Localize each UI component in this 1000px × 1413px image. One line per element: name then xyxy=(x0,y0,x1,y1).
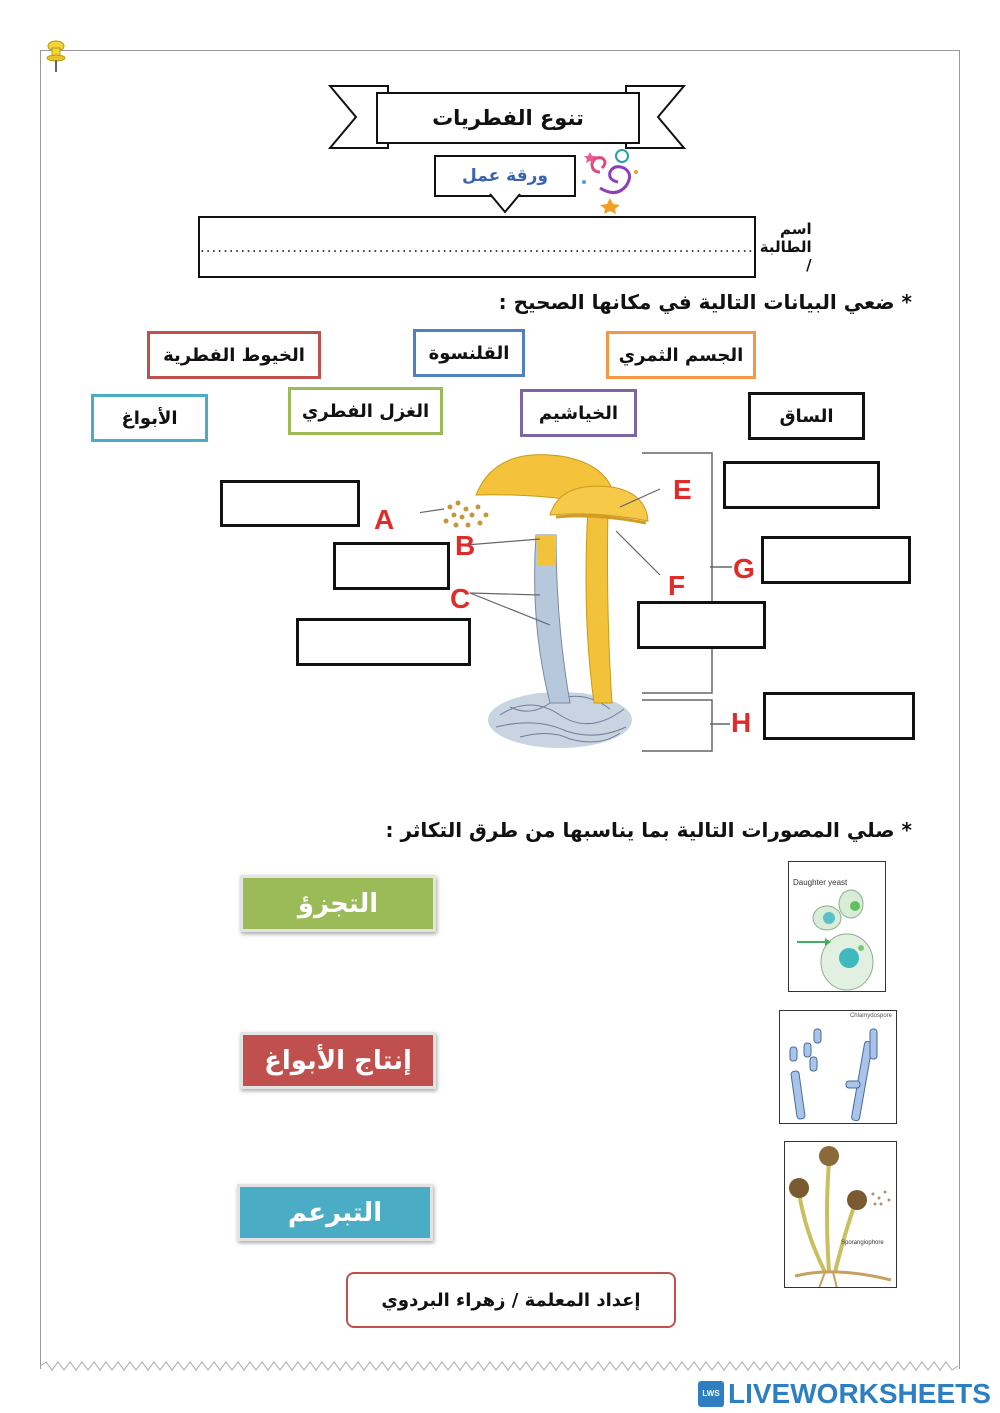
word-stem[interactable]: الساق xyxy=(748,392,865,440)
g-leader-line xyxy=(710,555,734,575)
diagram-label-c: C xyxy=(450,583,471,614)
fragmentation-image[interactable] xyxy=(779,1010,897,1124)
answer-box-h[interactable] xyxy=(763,692,915,740)
diagram-label-g: G xyxy=(733,553,755,584)
zigzag-border xyxy=(40,1360,958,1372)
diagram-label-f: F xyxy=(668,570,686,601)
diagram-label-h: H xyxy=(731,707,752,738)
fragmentation-caption: Chlamydospore xyxy=(849,1013,892,1019)
liveworksheets-wordmark: LIVEWORKSHEETS xyxy=(728,1378,991,1409)
word-cap[interactable]: القلنسوة xyxy=(413,329,525,377)
diagram-label-b: B xyxy=(455,530,476,561)
method-fragmentation[interactable]: التجزؤ xyxy=(240,875,436,932)
yeast-budding-image[interactable] xyxy=(788,861,886,992)
sporangia-image[interactable] xyxy=(784,1141,897,1288)
section2-instruction: * صلي المصورات التالية بما يناسبها من طرق التكاثر : xyxy=(385,818,912,842)
word-mycelium[interactable]: الغزل الفطري xyxy=(288,387,443,435)
diagram-label-e: E xyxy=(673,474,692,505)
answer-box-f[interactable] xyxy=(637,601,766,649)
liveworksheets-logo-icon: LWS xyxy=(698,1381,724,1407)
yeast-caption: Daughter yeast xyxy=(793,878,848,887)
worksheet-subtitle: ورقة عمل xyxy=(434,155,576,197)
student-name-label: اسم الطالبة / xyxy=(759,220,812,274)
word-fruiting-body[interactable]: الجسم الثمري xyxy=(606,331,756,379)
sporangia-drawing xyxy=(785,1142,897,1288)
word-hyphae[interactable]: الخيوط الفطرية xyxy=(147,331,321,379)
answer-box-g[interactable] xyxy=(761,536,911,584)
section1-instruction: * ضعي البيانات التالية في مكانها الصحيح : xyxy=(498,290,912,314)
student-name-dots: ................................................................................................ xyxy=(200,238,754,256)
worksheet-title: تنوع الفطريات xyxy=(376,92,640,144)
student-name-field[interactable] xyxy=(198,216,812,278)
yeast-cells xyxy=(789,882,886,992)
word-gills[interactable]: الخياشيم xyxy=(520,389,637,437)
pushpin-icon xyxy=(44,40,68,74)
liveworksheets-brand[interactable] xyxy=(698,1377,991,1411)
teacher-credit: إعداد المعلمة / زهراء البردوي xyxy=(346,1272,676,1328)
sporangia-caption: Sporangiophore xyxy=(841,1240,884,1246)
method-budding[interactable]: التبرعم xyxy=(237,1184,433,1241)
word-spores[interactable]: الأبواغ xyxy=(91,394,208,442)
answer-box-b[interactable] xyxy=(333,542,450,590)
diagram-label-a: A xyxy=(374,504,395,535)
answer-box-e[interactable] xyxy=(723,461,880,509)
h-leader-line xyxy=(710,712,732,732)
method-spore-production[interactable]: إنتاج الأبواغ xyxy=(240,1032,436,1089)
answer-box-c[interactable] xyxy=(296,618,471,666)
hyphae-fragments xyxy=(780,1021,897,1124)
swirl-decoration-icon xyxy=(580,142,648,214)
answer-box-a[interactable] xyxy=(220,480,360,527)
down-arrow-icon xyxy=(488,192,522,214)
